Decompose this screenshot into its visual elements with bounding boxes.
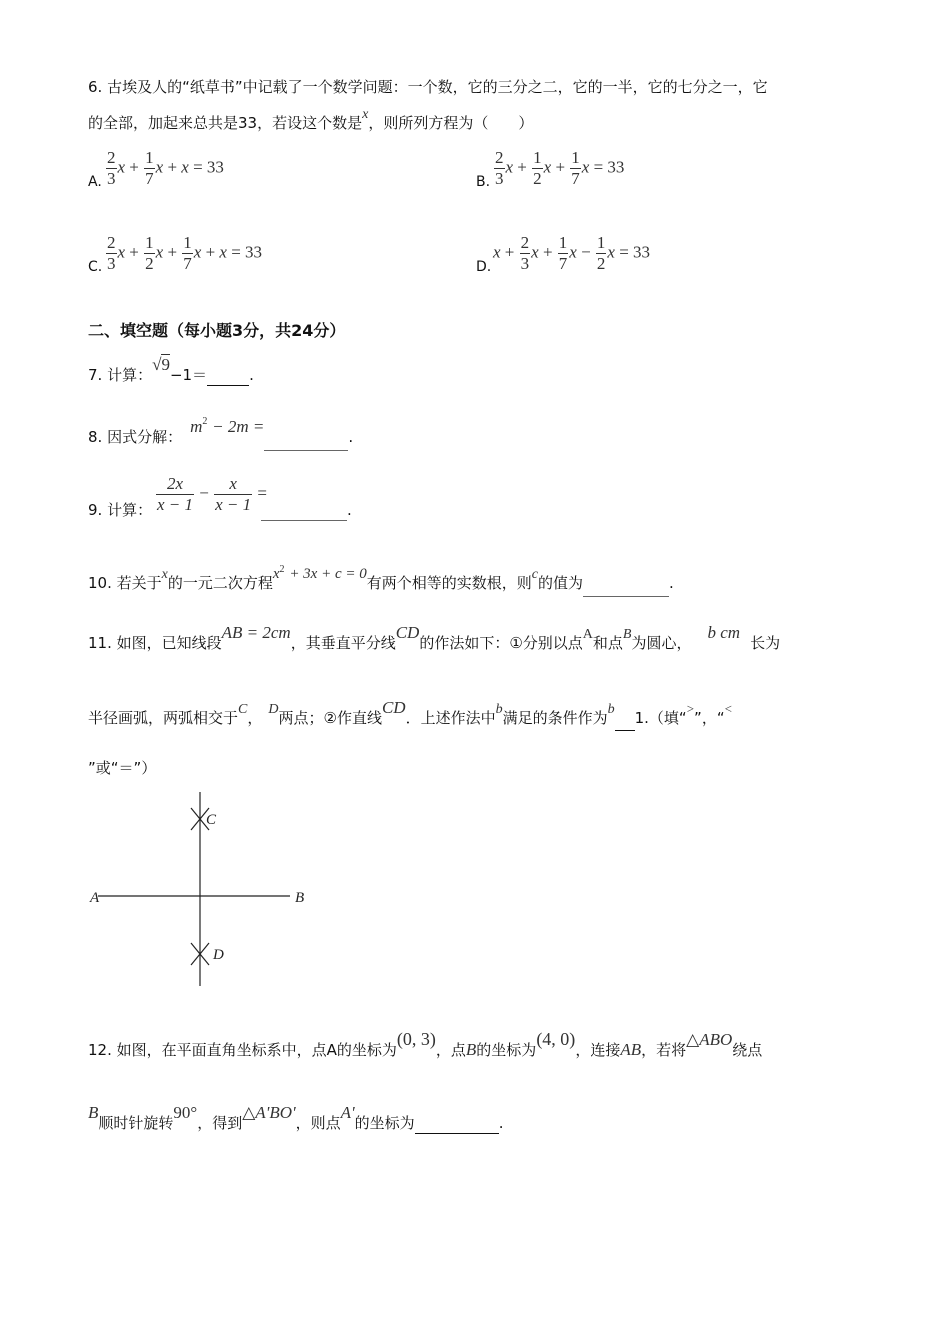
q12-line1: 12. 如图，在平面直角坐标系中，点A的坐标为(0, 3)，点B的坐标为(4, 0)，连接AB，若将△ABO绕点 (88, 1029, 763, 1059)
q9-label-line (88, 499, 152, 521)
q7-sqrt-symbol: √ (152, 355, 162, 374)
q6-option-c-label[interactable]: C. (88, 259, 103, 275)
q12-coord-a: (0, 3) (396, 1029, 436, 1049)
q11-answer-blank[interactable] (615, 714, 635, 731)
q12-answer-blank[interactable] (415, 1117, 499, 1134)
q6-stem-text-b: 的全部，加起来总共是33，若设这个数是 (88, 114, 363, 132)
q8-label: 8. 因式分解： (88, 428, 183, 446)
q10-text-2: 的一元二次方程 (167, 574, 273, 592)
q12-line2: B顺时针旋转90°，得到△A'BO'，则点A'的坐标为 . (88, 1103, 504, 1132)
fraction-1-7: $\frac{1}{7}$ (183, 233, 192, 273)
q8-variable-m: m (190, 417, 203, 436)
fraction-2-3: $\frac{2}{3}$ (520, 233, 530, 273)
q6-option-a-label[interactable]: A. (88, 174, 102, 190)
q6-option-d-label[interactable]: D. (476, 259, 492, 275)
fraction-2-3: $\frac{2}{3}$ (495, 148, 504, 188)
q9-label: 9. 计算： (88, 501, 153, 519)
label-b: B (295, 890, 305, 906)
fraction-1-7: $\frac{1}{7}$ (145, 148, 154, 188)
q6-option-c-equation[interactable]: $\frac{2}{3}$ x + $\frac{1}{2}$ x + $\frac{1}{7}$ x + x = 33 (107, 233, 263, 273)
q7-answer-blank[interactable] (207, 369, 249, 386)
q10-variable-c: c (531, 567, 538, 582)
label-d: D (213, 947, 224, 963)
label-c: C (206, 812, 217, 828)
q9-fraction-2: $\frac{x}{x - 1}$ (215, 474, 252, 514)
q8-line: 8. 因式分解：$m^2 - 2m$ =. (88, 426, 353, 451)
q12-coord-b: (4, 0) (536, 1029, 576, 1049)
q10-text-3: 有两个相等的实数根，则 (366, 574, 532, 592)
fraction-2-3: $\frac{2}{3}$ (107, 148, 116, 188)
fraction-2-3: $\frac{2}{3}$ (107, 233, 116, 273)
q8-answer-blank[interactable] (264, 434, 348, 451)
q9-fraction-1: $\frac{2x}{x - 1}$ (157, 474, 194, 514)
fraction-1-7: $\frac{1}{7}$ (571, 148, 580, 188)
q6-option-a-equation[interactable]: $\frac{2}{3}$ x + $\frac{1}{7}$ x + x = 33 (107, 148, 224, 188)
q6-option-b-equation[interactable]: $\frac{2}{3}$ x + $\frac{1}{2}$ x + $\frac{1}{7}$ x = 33 (495, 148, 625, 188)
q11-line3: ”或“＝”） (88, 759, 157, 777)
q6-option-b-label[interactable]: B. (476, 174, 491, 190)
q12-triangle-abo: △ABO (686, 1030, 733, 1049)
q10-text-4: 的值为 (537, 574, 583, 592)
fraction-1-2: $\frac{1}{2}$ (533, 148, 542, 188)
q10-equation-rest: + 3x + c = 0 (289, 566, 367, 582)
q11-line2: 半径画弧，两弧相交于C， D两点；②作直线CD．上述作法中b满足的条件作为b 1.（填“>”，“< (88, 707, 732, 731)
q9-answer-blank[interactable] (261, 504, 347, 521)
section-heading-fill-blank: 二、填空题（每小题3分，共24分） (88, 321, 346, 340)
q9-expression: $\frac{2x}{x - 1}$ − $\frac{x}{x - 1}$ = (157, 474, 267, 514)
q7-label: 7. 计算： (88, 366, 153, 384)
q8-expression-rest: − 2m = (212, 417, 265, 436)
q10-line: 10. 若关于x的一元二次方程$x^2 + 3x + c = 0$有两个相等的实数根，则c的值为 . (88, 572, 674, 597)
q6-stem-text-a: 6. 古埃及人的“纸草书”中记载了一个数学问题：一个数，它的三分之二，它的一半，它的七分之一，它 (88, 78, 768, 96)
q10-text-1: 10. 若关于 (88, 574, 162, 592)
fraction-1-2: $\frac{1}{2}$ (145, 233, 154, 273)
q11-cd: CD (395, 623, 420, 642)
fraction-1-2: $\frac{1}{2}$ (596, 233, 606, 273)
q7-line: 7. 计算：√9−1＝ . (88, 355, 254, 384)
q8-exponent: 2 (202, 416, 208, 427)
q11-line1: 11. 如图，已知线段AB = 2cm，其垂直平分线CD的作法如下：①分别以点A和点B为圆心，b cm长为 (88, 623, 781, 652)
q11-ab-length: AB = 2cm (221, 623, 291, 642)
q9-answer-area: . (261, 499, 352, 521)
q6-variable: x (362, 107, 369, 122)
q6-option-d-equation[interactable]: x + $\frac{2}{3}$ x + $\frac{1}{7}$ x − $\frac{1}{2}$ x = 33 (493, 233, 651, 273)
label-a: A (90, 890, 100, 906)
perpendicular-bisector-figure (80, 790, 330, 990)
q7-expression-rest: −1＝ (169, 366, 208, 384)
q6-stem-text-c: ，则所列方程为（ ） (368, 114, 534, 132)
q11-radius-b-cm: b cm (707, 623, 741, 642)
q6-stem-line2 (88, 107, 534, 136)
q10-equation-x: x (272, 566, 280, 582)
fraction-1-7: $\frac{1}{7}$ (558, 233, 568, 273)
q7-radicand: 9 (161, 355, 170, 374)
q10-variable-x: x (161, 567, 168, 582)
q10-equation-exponent: 2 (279, 564, 285, 575)
q6-stem-line1 (88, 76, 768, 98)
q10-answer-blank[interactable] (583, 580, 669, 597)
q12-angle: 90° (173, 1103, 198, 1122)
q12-triangle-image: △A'BO' (242, 1103, 296, 1122)
